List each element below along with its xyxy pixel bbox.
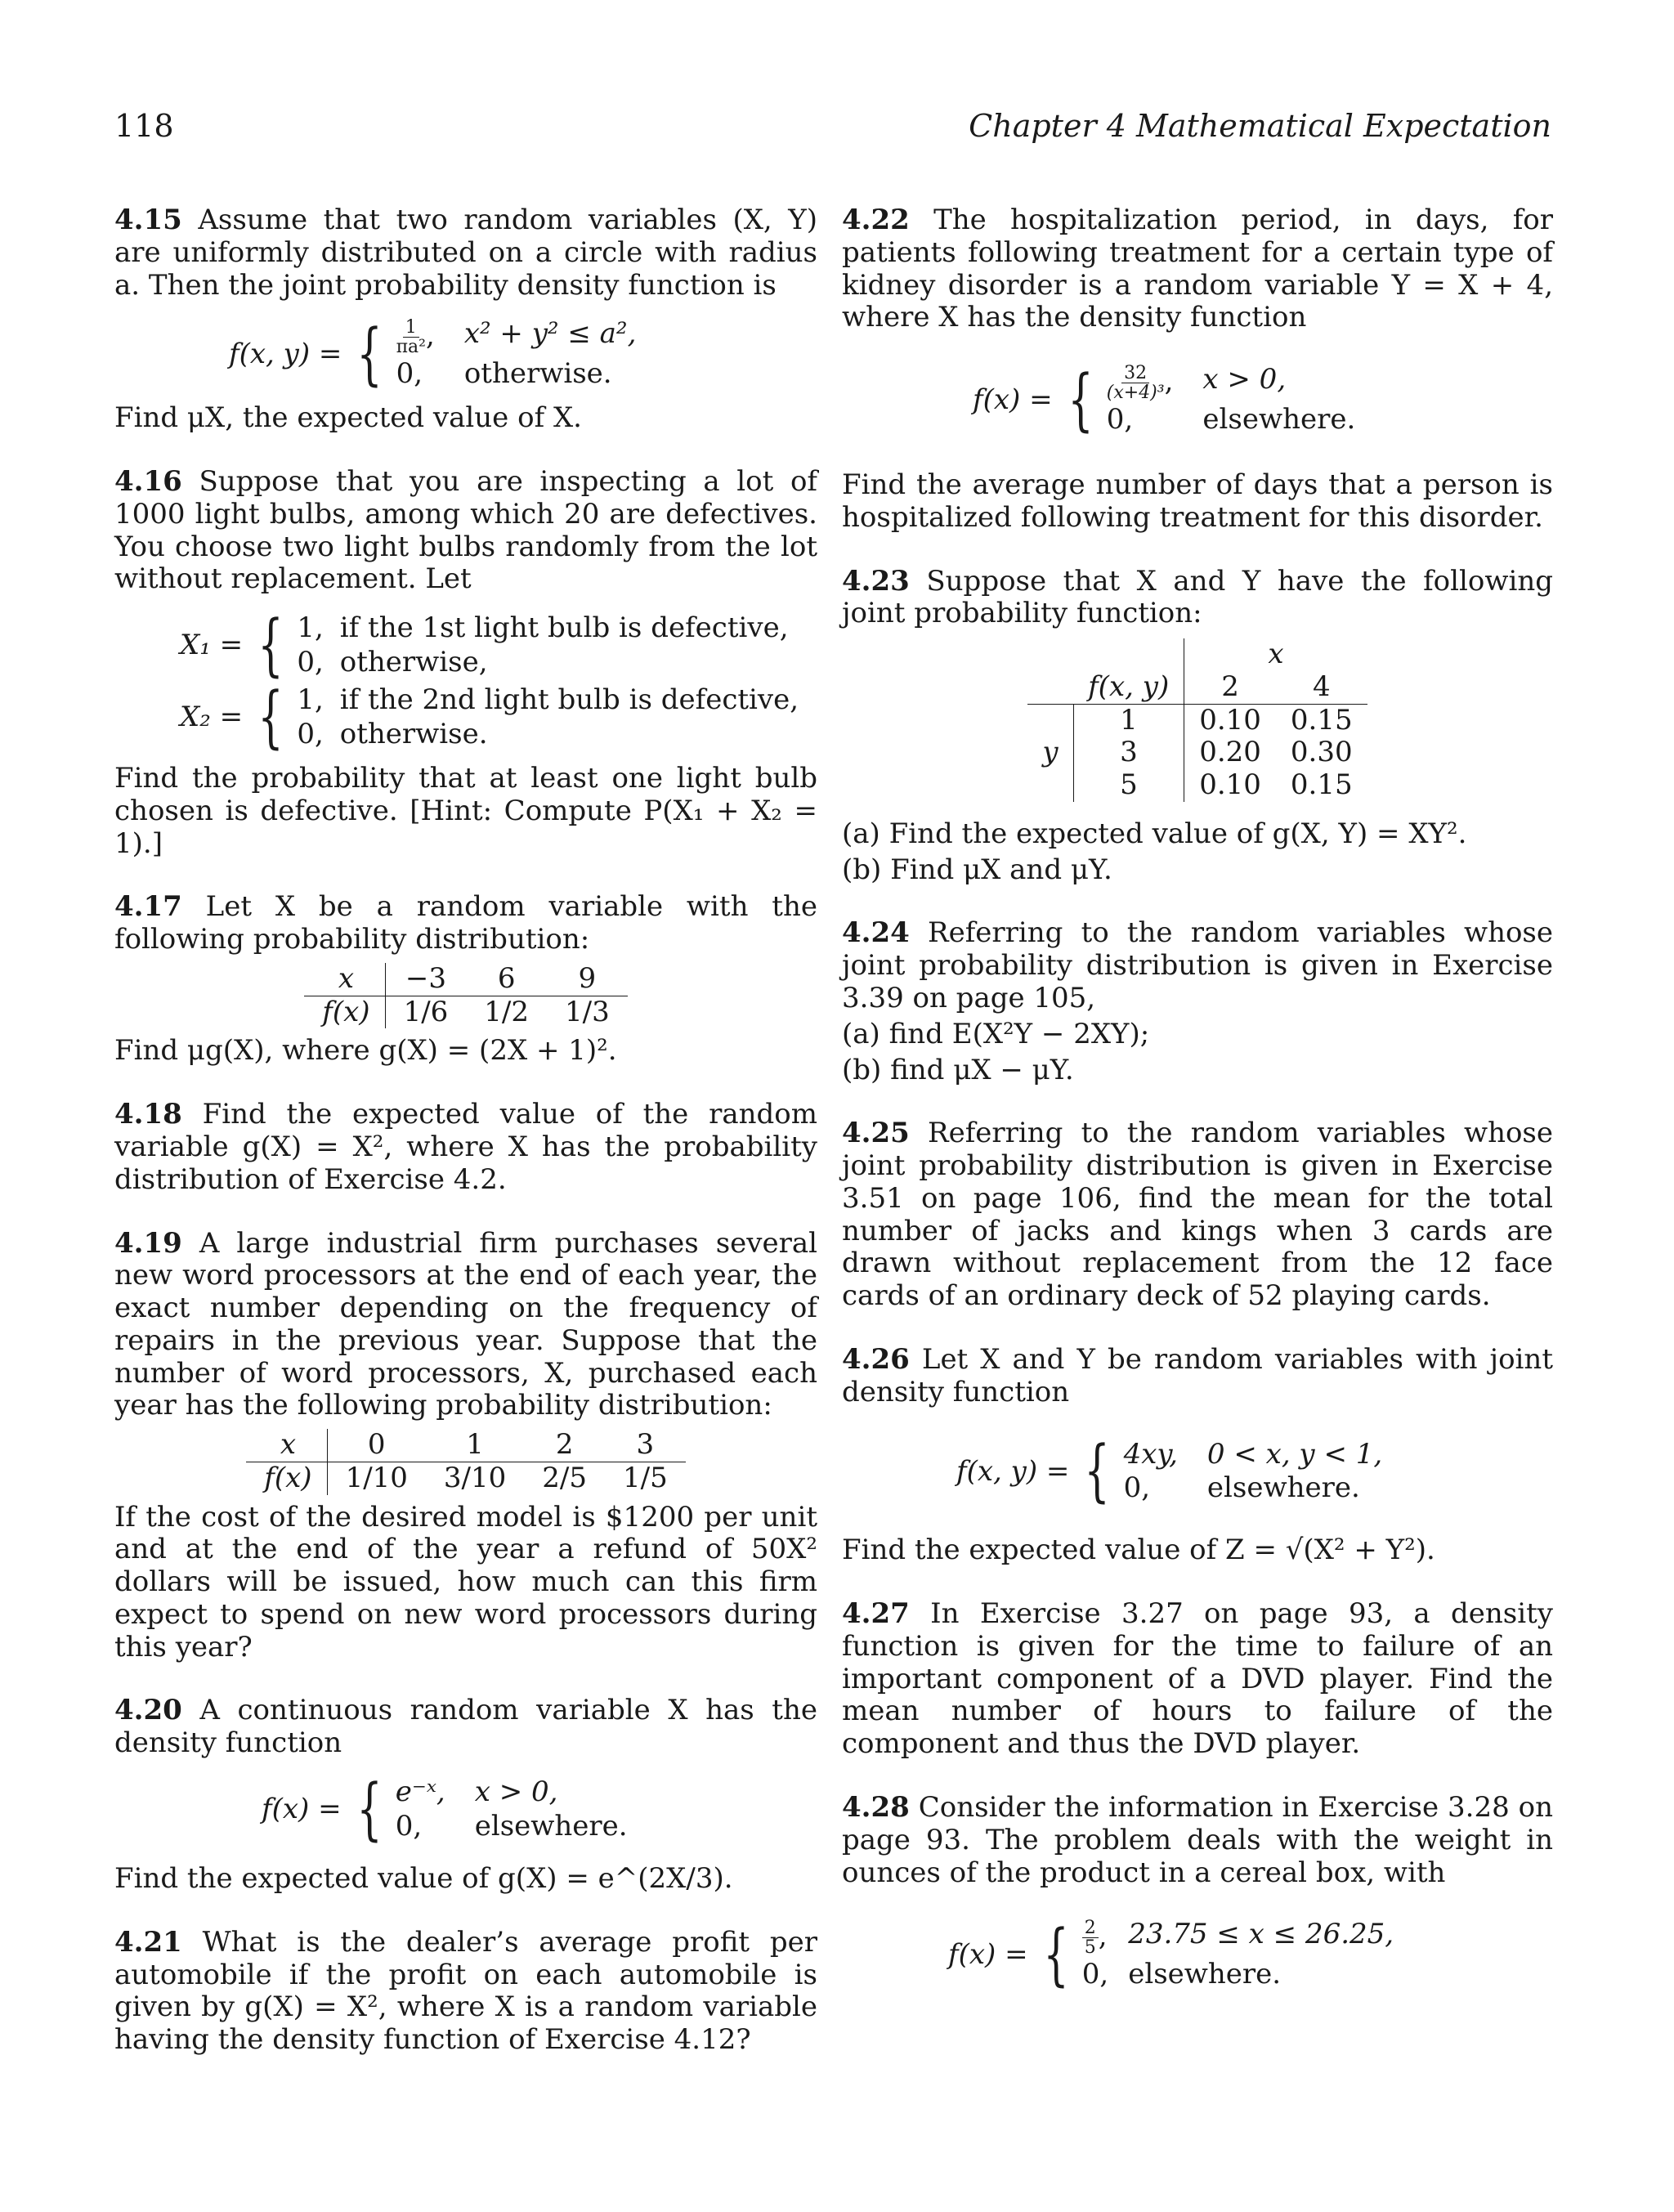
x1-definition: [180, 607, 817, 685]
table-cell: 3/10: [443, 1461, 507, 1494]
chapter-title: Chapter 4 Mathematical Expectation: [969, 108, 1551, 144]
exercise-question: Find μg(X), where g(X) = (2X + 1)².: [114, 1034, 617, 1068]
table-header: 2: [1184, 671, 1276, 704]
case-value: 0,: [297, 718, 324, 751]
fraction: [396, 318, 426, 356]
table-cell: 0: [327, 1429, 426, 1462]
density-equation: [956, 1432, 1553, 1511]
fraction-denominator: (x+4)³: [1106, 383, 1165, 404]
table-header: f(x): [246, 1462, 327, 1494]
exercise-number: 4.21: [114, 1925, 182, 1959]
fraction: [1082, 1919, 1099, 1957]
table-cell: 1/6: [403, 995, 449, 1028]
case-value: 4xy,: [1123, 1437, 1178, 1471]
case-value: 0,: [297, 646, 324, 679]
exercise-4-26: [842, 1344, 1553, 1567]
exercise-number: 4.26: [842, 1342, 910, 1376]
case-value: 0,: [1123, 1471, 1151, 1505]
equation-lhs: f(x, y) =: [229, 337, 342, 370]
fraction-numerator: 2: [1082, 1919, 1099, 1938]
table-cell: 1/3: [565, 995, 610, 1028]
exercise-text: Suppose that X and Y have the following joint probability function:: [842, 564, 1554, 630]
part-b: (b) find μX − μY.: [842, 1053, 1074, 1086]
probability-table: [246, 1429, 685, 1495]
table-cell: 1/5: [623, 1461, 668, 1494]
exercise-number: 4.16: [114, 465, 182, 499]
condition: 0 < x, y < 1,: [1206, 1437, 1383, 1471]
fraction: [1107, 364, 1165, 402]
right-column: [842, 204, 1553, 2022]
exercise-4-24: [842, 917, 1553, 1086]
probability-table: [304, 963, 627, 1029]
exercise-4-23: [842, 566, 1553, 887]
exercise-text: In Exercise 3.27 on page 93, a density function is given for the time to failure of an important component of a DVD player. Find the mean number of hours to failure of the component and thus the DVD player.: [842, 1597, 1553, 1761]
exercise-number: 4.23: [842, 564, 910, 598]
exercise-text: A continuous random variable X has the density function: [114, 1694, 817, 1760]
condition: elsewhere.: [1128, 1958, 1282, 1991]
exercise-question: Find the expected value of Z = √(X² + Y²).: [842, 1534, 1435, 1567]
exercise-number: 4.15: [114, 204, 182, 236]
brace: {: [257, 678, 284, 757]
table-cell: 0.20: [1199, 736, 1261, 769]
table-header: x: [246, 1429, 327, 1462]
exercise-number: 4.24: [842, 916, 910, 950]
table-header: f(x): [304, 996, 385, 1028]
exercise-number: 4.27: [842, 1597, 910, 1631]
exercise-number: 4.17: [114, 890, 182, 924]
fraction-denominator: 5: [1084, 1937, 1096, 1959]
condition: x > 0,: [1202, 363, 1287, 396]
exercise-4-18: [114, 1099, 817, 1196]
x2-definition: [180, 678, 817, 757]
table-header: 5: [1073, 769, 1184, 802]
case-value: e⁻ˣ,: [395, 1775, 445, 1809]
exercise-4-20: [114, 1695, 817, 1895]
table-header: 1: [1073, 704, 1184, 737]
brace: {: [1084, 1432, 1111, 1511]
equation-lhs: X₂ =: [180, 701, 244, 734]
table-cell: 0.15: [1290, 768, 1353, 802]
condition: otherwise.: [463, 357, 612, 391]
table-cell: 3: [605, 1429, 686, 1462]
table-cell: 2: [524, 1429, 605, 1462]
joint-probability-table: [1027, 638, 1367, 802]
exercise-number: 4.22: [842, 204, 910, 236]
equation-lhs: f(x, y) =: [956, 1454, 1070, 1488]
table-cell: 0.10: [1199, 703, 1261, 737]
page-number: 118: [114, 108, 174, 144]
exercise-number: 4.25: [842, 1117, 910, 1150]
brace: {: [356, 315, 383, 393]
exercise-4-19: [114, 1228, 817, 1664]
table-cell: 0.30: [1290, 736, 1353, 769]
case-value: 0,: [395, 1809, 423, 1843]
density-equation: f(x) = { $\frac{2}{5}$ , 23.75 ≤ x ≤ 26.25, 0, elsewhere.: [948, 1915, 1394, 1994]
equation-lhs: X₁ =: [180, 629, 244, 662]
equation-lhs: f(x) =: [973, 383, 1053, 416]
fraction-numerator: 32: [1121, 364, 1149, 383]
exercise-question: Find the probability that at least one light bulb chosen is defective. [Hint: Compute P(X₁ + X₂ = 1).]: [114, 762, 817, 860]
table-cell: 1/2: [484, 995, 529, 1028]
brace: {: [1043, 1915, 1069, 1994]
equation-lhs: f(x) =: [262, 1793, 342, 1826]
condition: otherwise.: [339, 718, 488, 751]
exercise-4-22: [842, 204, 1553, 535]
density-equation: f(x, y) = { $\frac{1}{\text{πa²}}$ , x² + y² ≤ a², 0, otherwise.: [229, 315, 637, 393]
exercise-question: Find μX, the expected value of X.: [114, 401, 582, 435]
brace: {: [1068, 360, 1094, 439]
part-a: (a) find E(X²Y − 2XY);: [842, 1017, 1150, 1050]
exercise-text: What is the dealer’s average profit per automobile if the profit on each automobile is given by g(X) = X², where X is a random variable having the density function of Exercise 4.12?: [114, 1925, 817, 2057]
part-a: (a) Find the expected value of g(X, Y) = XY².: [842, 817, 1467, 850]
exercise-question: If the cost of the desired model is $1200 per unit and at the end of the year a refund of 50X² dollars will be issued, how much can this firm expect to spend on new word processors during this year?: [114, 1500, 817, 1663]
exercise-question: Find the average number of days that a person is hospitalized following treatment for this disorder.: [842, 468, 1553, 534]
density-equation: [262, 1770, 817, 1848]
table-header: 4: [1276, 671, 1367, 704]
condition: elsewhere.: [1206, 1471, 1360, 1505]
brace: {: [356, 1770, 383, 1848]
table-cell: 2/5: [542, 1461, 587, 1494]
exercise-text: A large industrial firm purchases several new word processors at the end of each year, the exact number depending on the frequency of repairs in the previous year. Suppose that the number of word processors, X, purchased each year has the following probability distribution:: [114, 1226, 817, 1422]
part-b: (b) Find μX and μY.: [842, 853, 1112, 886]
table-header: x: [304, 963, 385, 996]
table-cell: 6: [466, 963, 547, 996]
condition: elsewhere.: [1202, 403, 1356, 437]
fraction-denominator: πa²: [396, 337, 426, 358]
condition: if the 1st light bulb is defective,: [339, 611, 789, 645]
case-value: 0,: [396, 357, 423, 391]
exercise-text: Suppose that you are inspecting a lot of 1000 light bulbs, among which 20 are defectives. You choose two light bulbs randomly from the lot without replacement. Let: [114, 465, 817, 596]
exercise-text: Referring to the random variables whose joint probability distribution is given in Exercise 3.39 on page 105,: [842, 916, 1554, 1014]
table-header: x: [1268, 638, 1284, 671]
exercise-4-21: [114, 1927, 817, 2057]
table-cell: 0.10: [1199, 768, 1261, 802]
condition: elsewhere.: [474, 1809, 628, 1843]
exercise-text: Referring to the random variables whose joint probability distribution is given in Exercise 3.51 on page 106, find the mean for the total number of jacks and kings when 3 cards are drawn without replacement from the 12 face cards of an ordinary deck of 52 playing cards.: [842, 1117, 1554, 1313]
brace: {: [257, 607, 284, 685]
exercise-text: Let X and Y be random variables with joint density function: [842, 1342, 1553, 1408]
equation-lhs: f(x) =: [948, 1937, 1028, 1971]
table-header: y: [1027, 737, 1073, 769]
condition: otherwise,: [339, 646, 488, 679]
exercise-4-28: [842, 1790, 1554, 1994]
density-equation: f(x) = { $\frac{32}{\text{(x+4)³}}$ , x > 0, 0, elsewhere.: [973, 360, 1356, 439]
exercise-text: Find the expected value of the random variable g(X) = X², where X has the probability distribution of Exercise 4.2.: [114, 1098, 818, 1196]
exercise-text: Let X be a random variable with the following probability distribution:: [114, 890, 817, 956]
condition: 23.75 ≤ x ≤ 26.25,: [1128, 1918, 1394, 1951]
table-header: f(x, y): [1073, 671, 1184, 704]
exercise-4-17: [114, 891, 817, 1068]
table-cell: 1: [426, 1429, 524, 1462]
exercise-text: Assume that two random variables (X, Y) are uniformly distributed on a circle with radius a. Then the joint probability density function is: [114, 204, 817, 302]
exercise-4-25: [842, 1117, 1553, 1313]
table-cell: 9: [547, 963, 628, 996]
exercise-text: Consider the information in Exercise 3.28 on page 93. The problem deals with the weight in ounces of the product in a cereal box, with: [842, 1790, 1554, 1889]
condition: x > 0,: [474, 1775, 558, 1809]
table-cell: 0.15: [1290, 703, 1353, 737]
exercise-number: 4.19: [114, 1226, 182, 1260]
exercise-number: 4.28: [842, 1790, 910, 1824]
condition: if the 2nd light bulb is defective,: [339, 683, 799, 717]
exercise-question: Find the expected value of g(X) = e^(2X/3).: [114, 1861, 733, 1895]
exercise-number: 4.18: [114, 1098, 182, 1131]
exercise-4-16: [114, 466, 817, 860]
case-value: 1,: [297, 683, 324, 717]
table-header: 3: [1073, 737, 1184, 769]
fraction-numerator: 1: [403, 318, 419, 338]
left-column: [114, 204, 817, 2088]
case-value: 0,: [1106, 403, 1134, 437]
exercise-number: 4.20: [114, 1694, 182, 1727]
exercise-text: The hospitalization period, in days, for patients following treatment for a certain type of kidney disorder is a random variable Y = X + 4, where X has the density function: [842, 204, 1554, 334]
table-cell: −3: [385, 963, 466, 996]
exercise-4-27: [842, 1598, 1553, 1761]
table-cell: 1/10: [345, 1461, 408, 1494]
condition: x² + y² ≤ a²,: [463, 317, 637, 351]
exercise-4-15: [114, 204, 817, 435]
case-value: 0,: [1081, 1958, 1109, 1991]
case-value: 1,: [297, 611, 324, 645]
